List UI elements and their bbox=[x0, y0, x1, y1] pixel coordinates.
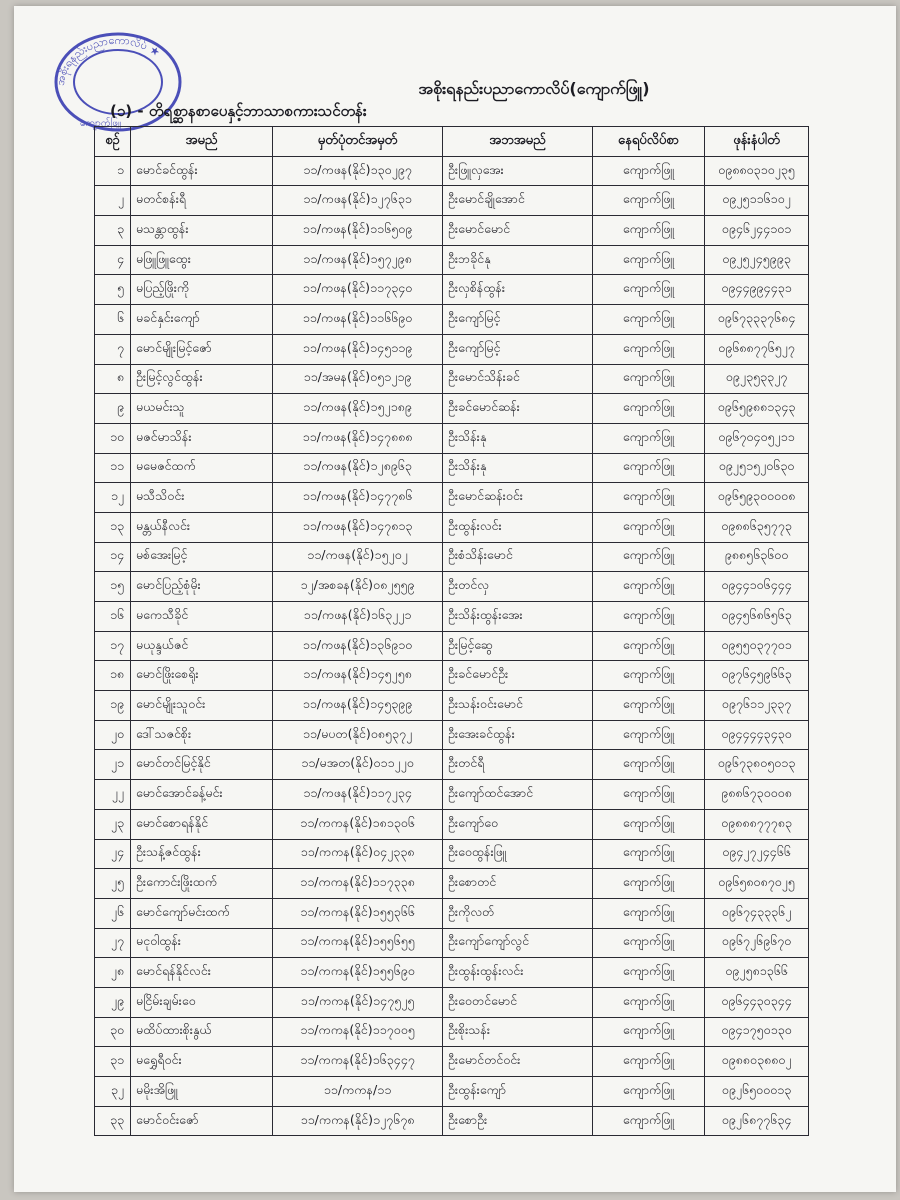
phone-number: ၀၉၂၅၂၄၅၉၉၃ bbox=[705, 245, 809, 275]
student-name: မောင်စောရန်နိုင် bbox=[131, 809, 273, 839]
table-row bbox=[95, 216, 809, 246]
address: ကျောက်ဖြူ bbox=[593, 750, 705, 780]
address: ကျောက်ဖြူ bbox=[593, 780, 705, 810]
row-number: ၅ bbox=[95, 275, 131, 305]
row-number: ၃၂ bbox=[95, 1077, 131, 1107]
phone-number: ၀၉၈၈၈၇၇၇၈၃ bbox=[705, 809, 809, 839]
father-name: ဦးကျော်ထင်အောင် bbox=[443, 780, 593, 810]
student-name: မောင်ဖြိုးစေရိုး bbox=[131, 661, 273, 691]
row-number: ၁၇ bbox=[95, 631, 131, 661]
phone-number: ၀၉၂၅၁၁၆၁၀၂ bbox=[705, 186, 809, 216]
father-name: ဦးမောင်သိန်းခင် bbox=[443, 364, 593, 394]
student-name: မတင်စန်းရီ bbox=[131, 186, 273, 216]
row-number: ၂၁ bbox=[95, 750, 131, 780]
table-row bbox=[95, 987, 809, 1017]
row-number: ၂ bbox=[95, 186, 131, 216]
table-row bbox=[95, 809, 809, 839]
table-row bbox=[95, 364, 809, 394]
father-name: ဦးစံသိန်းမောင် bbox=[443, 542, 593, 572]
phone-number: ၀၉၇၆၁၁၂၃၃၇ bbox=[705, 691, 809, 721]
address: ကျောက်ဖြူ bbox=[593, 720, 705, 750]
row-number: ၃၁ bbox=[95, 1047, 131, 1077]
nrc-number: ၁၁/ကကန(နိုင်)၁၁၇၃၃၈ bbox=[273, 869, 443, 899]
student-name: မစ်အေးမြင့် bbox=[131, 542, 273, 572]
nrc-number: ၁၁/ကကန(နိုင်)၁၆၃၄၄၇ bbox=[273, 1047, 443, 1077]
table-row bbox=[95, 839, 809, 869]
row-number: ၁၀ bbox=[95, 423, 131, 453]
address: ကျောက်ဖြူ bbox=[593, 275, 705, 305]
document-title: အစိုးရနည်းပညာကောလိပ်(ကျောက်ဖြူ) bbox=[418, 79, 650, 98]
father-name: ဦးဖြူလှအေး bbox=[443, 156, 593, 186]
address: ကျောက်ဖြူ bbox=[593, 216, 705, 246]
row-number: ၄ bbox=[95, 245, 131, 275]
table-row bbox=[95, 750, 809, 780]
address: ကျောက်ဖြူ bbox=[593, 1106, 705, 1136]
nrc-number: ၁၁/ကကန(နိုင်)၁၅၅၆၉၀ bbox=[273, 958, 443, 988]
father-name: ဦးမောင်ချိုအောင် bbox=[443, 186, 593, 216]
nrc-number: ၁၁/ကကန(နိုင်)၀၄၂၃၃၈ bbox=[273, 839, 443, 869]
phone-number: ၀၉၆၅၈၀၈၇၀၂၅ bbox=[705, 869, 809, 899]
table-row bbox=[95, 780, 809, 810]
nrc-number: ၁၁/ကဖန(နိုင်)၁၁၇၃၄၀ bbox=[273, 275, 443, 305]
phone-number: ၀၉၄၅၆၈၆၅၆၃ bbox=[705, 602, 809, 632]
phone-number: ၀၉၄၄၄၄၃၄၃၀ bbox=[705, 720, 809, 750]
student-name: ဦးသန့်ဇင်ထွန်း bbox=[131, 839, 273, 869]
table-row bbox=[95, 394, 809, 424]
student-name: မမေဇင်ထက် bbox=[131, 453, 273, 483]
address: ကျောက်ဖြူ bbox=[593, 245, 705, 275]
nrc-number: ၁၁/ကဖန(နိုင်)၁၄၅၁၁၉ bbox=[273, 334, 443, 364]
row-number: ၁ bbox=[95, 156, 131, 186]
phone-number: ၀၉၇၆၄၅၉၆၆၃ bbox=[705, 661, 809, 691]
phone-number: ၀၉၈၈၀၃၁၀၂၃၅ bbox=[705, 156, 809, 186]
row-number: ၁၁ bbox=[95, 453, 131, 483]
student-name: မယမင်းသူ bbox=[131, 394, 273, 424]
nrc-number: ၁၁/ကဖန(နိုင်)၁၃၆၉၁၀ bbox=[273, 631, 443, 661]
address: ကျောက်ဖြူ bbox=[593, 661, 705, 691]
header-phone: ဖုန်းနံပါတ် bbox=[705, 127, 809, 157]
student-name: မယုန္ဒယ်ဇင် bbox=[131, 631, 273, 661]
phone-number: ၀၉၆၇၀၄၀၅၂၁၁ bbox=[705, 423, 809, 453]
student-list-table bbox=[94, 126, 809, 1136]
father-name: ဦးအေးခင်ထွန်း bbox=[443, 720, 593, 750]
father-name: ဦးတင်လှ bbox=[443, 572, 593, 602]
header-nrc: မှတ်ပုံတင်အမှတ် bbox=[273, 127, 443, 157]
father-name: ဦးသိန်းနု bbox=[443, 423, 593, 453]
table-row bbox=[95, 661, 809, 691]
row-number: ၇ bbox=[95, 334, 131, 364]
address: ကျောက်ဖြူ bbox=[593, 1017, 705, 1047]
nrc-number: ၁၁/ကဖန(နိုင်)၁၄၇၇၈၆ bbox=[273, 483, 443, 513]
nrc-number: ၁၁/ကဖန(နိုင်)၁၅၇၂၉၈ bbox=[273, 245, 443, 275]
address: ကျောက်ဖြူ bbox=[593, 631, 705, 661]
address: ကျောက်ဖြူ bbox=[593, 305, 705, 335]
father-name: ဦးသိန်းထွန်းအေး bbox=[443, 602, 593, 632]
address: ကျောက်ဖြူ bbox=[593, 542, 705, 572]
father-name: ဦးသန်းဝင်းမောင် bbox=[443, 691, 593, 721]
father-name: ဦးမောင်မောင် bbox=[443, 216, 593, 246]
row-number: ၂၈ bbox=[95, 958, 131, 988]
nrc-number: ၁၁/ကဖန(နိုင်)၁၂၈၉၆၃ bbox=[273, 453, 443, 483]
father-name: ဦးဝေထွန်းဖြူ bbox=[443, 839, 593, 869]
phone-number: ၀၉၆၇၄၃၃၃၆၂ bbox=[705, 898, 809, 928]
row-number: ၁၂ bbox=[95, 483, 131, 513]
nrc-number: ၁၁/ကဖန(နိုင်)၁၁၆၅၀၉ bbox=[273, 216, 443, 246]
address: ကျောက်ဖြူ bbox=[593, 987, 705, 1017]
table-row bbox=[95, 423, 809, 453]
nrc-number: ၁၁/ကကန(နိုင်)၁၅၅၆၅၅ bbox=[273, 928, 443, 958]
nrc-number: ၁၁/အမန(နိုင်)၀၅၁၂၁၉ bbox=[273, 364, 443, 394]
nrc-number: ၁၁/မအတ(နိုင်)၀၁၁၂၂၀ bbox=[273, 750, 443, 780]
table-header-row bbox=[95, 127, 809, 157]
phone-number: ၀၉၆၇၂၆၉၆၇၀ bbox=[705, 928, 809, 958]
address: ကျောက်ဖြူ bbox=[593, 423, 705, 453]
address: ကျောက်ဖြူ bbox=[593, 453, 705, 483]
table-row bbox=[95, 453, 809, 483]
father-name: ဦးလှစိန်ထွန်း bbox=[443, 275, 593, 305]
father-name: ဦးသိန်းနု bbox=[443, 453, 593, 483]
student-name: မောင်မျိုးသူဝင်း bbox=[131, 691, 273, 721]
row-number: ၉ bbox=[95, 394, 131, 424]
table-row bbox=[95, 691, 809, 721]
address: ကျောက်ဖြူ bbox=[593, 602, 705, 632]
row-number: ၃ bbox=[95, 216, 131, 246]
table-row bbox=[95, 186, 809, 216]
address: ကျောက်ဖြူ bbox=[593, 156, 705, 186]
nrc-number: ၁၁/ကဖန(နိုင်)၁၁၆၆၉၀ bbox=[273, 305, 443, 335]
table-row bbox=[95, 898, 809, 928]
father-name: ဦးခင်မောင်ဦး bbox=[443, 661, 593, 691]
address: ကျောက်ဖြူ bbox=[593, 364, 705, 394]
table-row bbox=[95, 305, 809, 335]
father-name: ဦးစိုးသန်း bbox=[443, 1017, 593, 1047]
phone-number: ၀၉၅၅၀၃၇၇၀၁ bbox=[705, 631, 809, 661]
address: ကျောက်ဖြူ bbox=[593, 958, 705, 988]
student-name: မငြိမ်းချမ်းဝေ bbox=[131, 987, 273, 1017]
student-name: မသီသိဝင်း bbox=[131, 483, 273, 513]
header-address: နေရပ်လိပ်စာ bbox=[593, 127, 705, 157]
father-name: ဦးမောင်ဆန်းဝင်း bbox=[443, 483, 593, 513]
student-name: ဦးကောင်းဖြိုးထက် bbox=[131, 869, 273, 899]
document-subtitle: (၁) - တိရစ္ဆာနစာပေနှင့်ဘာသာစကားသင်တန်း bbox=[110, 102, 367, 120]
student-name: မသန္တာထွန်း bbox=[131, 216, 273, 246]
student-name: မကေသီခိုင် bbox=[131, 602, 273, 632]
address: ကျောက်ဖြူ bbox=[593, 809, 705, 839]
father-name: ဦးခင်မောင်ဆန်း bbox=[443, 394, 593, 424]
student-name: မောင်ခင်ထွန်း bbox=[131, 156, 273, 186]
table-row bbox=[95, 245, 809, 275]
phone-number: ၀၉၂၆၅၀၀၀၁၃ bbox=[705, 1077, 809, 1107]
student-name: မောင်အောင်ခန့်မင်း bbox=[131, 780, 273, 810]
row-number: ၃၀ bbox=[95, 1017, 131, 1047]
phone-number: ၀၉၆၅၉၃၀၀၀၀၈ bbox=[705, 483, 809, 513]
father-name: ဦးဝေတင်မောင် bbox=[443, 987, 593, 1017]
row-number: ၂၀ bbox=[95, 720, 131, 750]
phone-number: ၀၉၈၈၆၃၅၇၇၃ bbox=[705, 512, 809, 542]
table-row bbox=[95, 572, 809, 602]
table-row bbox=[95, 602, 809, 632]
address: ကျောက်ဖြူ bbox=[593, 572, 705, 602]
phone-number: ၀၉၄၄၁၀၆၄၄၄ bbox=[705, 572, 809, 602]
phone-number: ၀၉၂၅၈၁၃၆၆ bbox=[705, 958, 809, 988]
student-name: မပြည့်ဖြိုးကို bbox=[131, 275, 273, 305]
svg-text:အစိုးရနည်းပညာကောလိပ် ★: အစိုးရနည်းပညာကောလိပ် ★ bbox=[53, 33, 163, 87]
father-name: ဦးစောဦး bbox=[443, 1106, 593, 1136]
svg-text:ကျောက်ဖြူ: ကျောက်ဖြူ bbox=[80, 118, 121, 129]
phone-number: ၀၉၆၈၈၇၇၆၅၂၇ bbox=[705, 334, 809, 364]
student-name: ဦးမြင့်လွင်ထွန်း bbox=[131, 364, 273, 394]
table-row bbox=[95, 869, 809, 899]
row-number: ၁၃ bbox=[95, 512, 131, 542]
phone-number: ၀၉၄၆၂၄၄၁၀၁ bbox=[705, 216, 809, 246]
student-name: ဒေါ်သဇင်စိုး bbox=[131, 720, 273, 750]
address: ကျောက်ဖြူ bbox=[593, 869, 705, 899]
row-number: ၂၃ bbox=[95, 809, 131, 839]
nrc-number: ၁၁/ကကန(နိုင်)၁၈၁၃၀၆ bbox=[273, 809, 443, 839]
table-row bbox=[95, 156, 809, 186]
father-name: ဦးဘခိုင်နု bbox=[443, 245, 593, 275]
header-no: စဉ် bbox=[95, 127, 131, 157]
table-row bbox=[95, 1106, 809, 1136]
phone-number: ၀၉၆၅၉၈၈၁၃၄၃ bbox=[705, 394, 809, 424]
student-name: မငုဝါထွန်း bbox=[131, 928, 273, 958]
address: ကျောက်ဖြူ bbox=[593, 928, 705, 958]
father-name: ဦးတင်ရီ bbox=[443, 750, 593, 780]
phone-number: ၀၉၆၇၃၃၃၇၆၈၄ bbox=[705, 305, 809, 335]
phone-number: ၀၉၄၁၇၅၀၁၃၀ bbox=[705, 1017, 809, 1047]
table-row bbox=[95, 483, 809, 513]
row-number: ၂၂ bbox=[95, 780, 131, 810]
address: ကျောက်ဖြူ bbox=[593, 839, 705, 869]
student-name: မောင်ပြည့်စုံမိုး bbox=[131, 572, 273, 602]
nrc-number: ၁၁/ကဖန(နိုင်)၁၆၃၂၂၁ bbox=[273, 602, 443, 632]
header-name: အမည် bbox=[131, 127, 273, 157]
row-number: ၁၄ bbox=[95, 542, 131, 572]
student-name: မရွှေရီဝင်း bbox=[131, 1047, 273, 1077]
document-page bbox=[14, 6, 896, 1192]
father-name: ဦးကျော်မြင့် bbox=[443, 334, 593, 364]
phone-number: ၉၈၈၆၇၃၀၀၀၈ bbox=[705, 780, 809, 810]
student-name: မောင်ကျော်မင်းထက် bbox=[131, 898, 273, 928]
row-number: ၃၃ bbox=[95, 1106, 131, 1136]
phone-number: ၀၉၆၇၃၈၀၅၀၁၃ bbox=[705, 750, 809, 780]
father-name: ဦးထွန်းလင်း bbox=[443, 512, 593, 542]
row-number: ၆ bbox=[95, 305, 131, 335]
address: ကျောက်ဖြူ bbox=[593, 483, 705, 513]
table-row bbox=[95, 334, 809, 364]
row-number: ၂၅ bbox=[95, 869, 131, 899]
student-name: မခင်နှင်းကျော် bbox=[131, 305, 273, 335]
phone-number: ၉၈၈၅၆၃၆၀၀ bbox=[705, 542, 809, 572]
address: ကျောက်ဖြူ bbox=[593, 394, 705, 424]
father-name: ဦးထွန်းထွန်းလင်း bbox=[443, 958, 593, 988]
table-row bbox=[95, 958, 809, 988]
nrc-number: ၁၁/ကဖန(နိုင်)၁၅၂၁၈၉ bbox=[273, 394, 443, 424]
table-row bbox=[95, 1017, 809, 1047]
nrc-number: ၁၁/ကဖန(နိုင်)၁၃၀၂၉၇ bbox=[273, 156, 443, 186]
student-name: မထိပ်ထားစိုးနွယ် bbox=[131, 1017, 273, 1047]
address: ကျောက်ဖြူ bbox=[593, 898, 705, 928]
phone-number: ၀၉၂၃၅၃၃၂၇ bbox=[705, 364, 809, 394]
address: ကျောက်ဖြူ bbox=[593, 334, 705, 364]
address: ကျောက်ဖြူ bbox=[593, 186, 705, 216]
address: ကျောက်ဖြူ bbox=[593, 1047, 705, 1077]
phone-number: ၀၉၄၂၇၂၄၄၆၆ bbox=[705, 839, 809, 869]
father-name: ဦးကျော်မြင့် bbox=[443, 305, 593, 335]
row-number: ၁၅ bbox=[95, 572, 131, 602]
phone-number: ၀၉၂၆၈၇၇၆၃၄ bbox=[705, 1106, 809, 1136]
nrc-number: ၁၁/ကဖန(နိုင်)၁၄၅၃၉၉ bbox=[273, 691, 443, 721]
table-row bbox=[95, 275, 809, 305]
student-name: မန္တယ်နီလင်း bbox=[131, 512, 273, 542]
student-name: မမိုးအိဖြူ bbox=[131, 1077, 273, 1107]
row-number: ၂၆ bbox=[95, 898, 131, 928]
father-name: ဦးထွန်းကျော် bbox=[443, 1077, 593, 1107]
student-name: မောင်တင်မြင့်နိုင် bbox=[131, 750, 273, 780]
table-row bbox=[95, 928, 809, 958]
row-number: ၂၉ bbox=[95, 987, 131, 1017]
nrc-number: ၁၁/ကကန(နိုင်)၁၁၇၀၀၅ bbox=[273, 1017, 443, 1047]
nrc-number: ၁၁/ကဖန(နိုင်)၁၁၇၂၃၄ bbox=[273, 780, 443, 810]
phone-number: ၀၉၆၄၄၃၀၃၄၄ bbox=[705, 987, 809, 1017]
student-name: မောင်ရန်နိုင်လင်း bbox=[131, 958, 273, 988]
student-name: မောင်ဝင်းဇော် bbox=[131, 1106, 273, 1136]
father-name: ဦးမောင်တင်ဝင်း bbox=[443, 1047, 593, 1077]
father-name: ဦးကိုလတ် bbox=[443, 898, 593, 928]
nrc-number: ၁၁/ကဖန(နိုင်)၁၂၇၆၃၁ bbox=[273, 186, 443, 216]
father-name: ဦးစောတင် bbox=[443, 869, 593, 899]
row-number: ၁၆ bbox=[95, 602, 131, 632]
phone-number: ၀၉၄၄၉၉၄၄၃၁ bbox=[705, 275, 809, 305]
row-number: ၁၈ bbox=[95, 661, 131, 691]
table-row bbox=[95, 720, 809, 750]
father-name: ဦးကျော်ကျော်လွင် bbox=[443, 928, 593, 958]
nrc-number: ၁၁/ကကန(နိုင်)၁၅၅၃၆၆ bbox=[273, 898, 443, 928]
nrc-number: ၁၁/ကကန/၁၁ bbox=[273, 1077, 443, 1107]
table-row bbox=[95, 542, 809, 572]
student-name: မဖြူဖြူထွေး bbox=[131, 245, 273, 275]
nrc-number: ၁၁/ကဖန(နိုင်)၁၄၇၈၈၈ bbox=[273, 423, 443, 453]
table-row bbox=[95, 631, 809, 661]
row-number: ၈ bbox=[95, 364, 131, 394]
nrc-number: ၁၂/အစခန(နိုင်)၀၈၂၅၅၉ bbox=[273, 572, 443, 602]
nrc-number: ၁၁/ကဖန(နိုင်)၁၄၅၂၅၈ bbox=[273, 661, 443, 691]
table-row bbox=[95, 1077, 809, 1107]
phone-number: ၀၉၈၈၀၃၈၈၀၂ bbox=[705, 1047, 809, 1077]
father-name: ဦးမြင့်ဆွေ bbox=[443, 631, 593, 661]
row-number: ၂၇ bbox=[95, 928, 131, 958]
student-name: မောင်မျိုးမြင့်ဇော် bbox=[131, 334, 273, 364]
address: ကျောက်ဖြူ bbox=[593, 512, 705, 542]
row-number: ၂၄ bbox=[95, 839, 131, 869]
nrc-number: ၁၁/ကကန(နိုင်)၁၂၇၆၇၈ bbox=[273, 1106, 443, 1136]
student-name: မဇင်မာသိန်း bbox=[131, 423, 273, 453]
address: ကျောက်ဖြူ bbox=[593, 1077, 705, 1107]
phone-number: ၀၉၂၅၁၅၂၀၆၃၀ bbox=[705, 453, 809, 483]
table-row bbox=[95, 1047, 809, 1077]
nrc-number: ၁၁/ကဖန(နိုင်)၁၅၂၀၂ bbox=[273, 542, 443, 572]
nrc-number: ၁၁/မပတ(နိုင်)၀၈၅၃၇၂ bbox=[273, 720, 443, 750]
nrc-number: ၁၁/ကဖန(နိုင်)၁၄၇၈၁၃ bbox=[273, 512, 443, 542]
father-name: ဦးကျော်ဝေ bbox=[443, 809, 593, 839]
nrc-number: ၁၁/ကကန(နိုင်)၁၄၇၅၂၅ bbox=[273, 987, 443, 1017]
header-father-name: အဘအမည် bbox=[443, 127, 593, 157]
address: ကျောက်ဖြူ bbox=[593, 691, 705, 721]
row-number: ၁၉ bbox=[95, 691, 131, 721]
table-row bbox=[95, 512, 809, 542]
